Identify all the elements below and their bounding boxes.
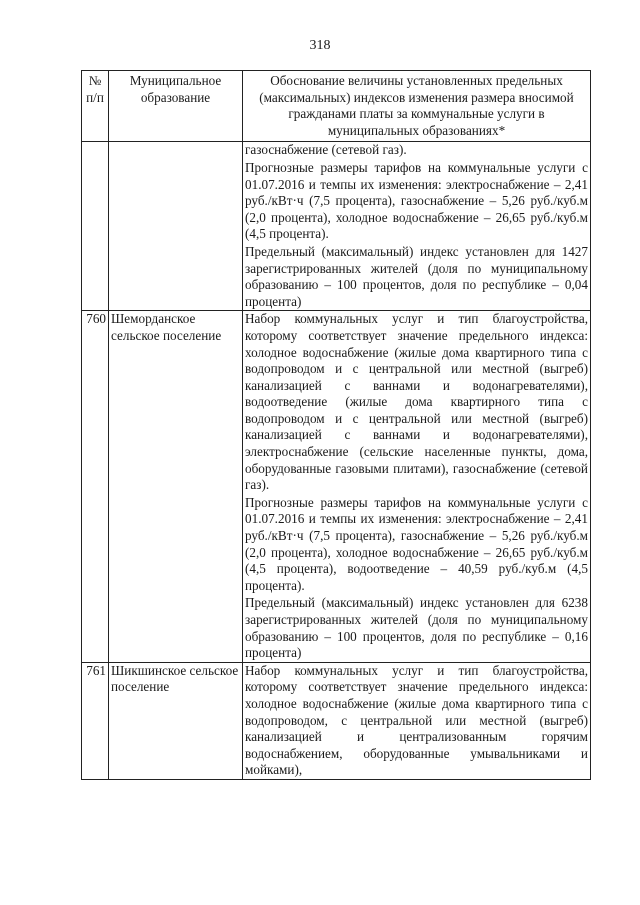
page-number: 318 [309, 38, 331, 53]
row-number: 761 [82, 662, 109, 779]
row-number [82, 142, 109, 311]
tariff-index-table [81, 70, 591, 780]
table-row [82, 662, 591, 779]
header-municipality: Муниципальное образование [109, 71, 243, 142]
justification-paragraph: Прогнозные размеры тарифов на коммунальные услуги с 01.07.2016 и темпы их изменения: электроснабжение – 2,41 руб./кВт·ч (7,5 процента), газоснабжение – 5,26 руб./куб.м (2,0 процента), холодное водоснабжение – 26,65 руб./куб.м (4,5 процента). [245, 159, 588, 242]
header-justification: Обоснование величины установленных предельных (максимальных) индексов изменения размера вносимой гражданами платы за коммунальные услуги в муниципальных образованиях* [243, 71, 591, 142]
justification-paragraph: Набор коммунальных услуг и тип благоустройства, которому соответствует значение предельного индекса: холодное водоснабжение (жилые дома квартирного типа с водопроводом и с центральной или местной (выгреб) канализацией с ваннами и водонагревателями), водоотведение (жилые дома квартирного типа с водопроводом и с центральной или местной (выгреб) канализацией с ваннами и водонагревателями), электроснабжение (сельские населенные пункты, дома, оборудованные газовыми плитами), газоснабжение (сетевой газ). [245, 311, 588, 493]
table-header-row [82, 71, 591, 142]
row-municipality: Шеморданское сельское поселение [109, 311, 243, 662]
row-justification [243, 311, 591, 662]
row-justification [243, 142, 591, 311]
justification-paragraph: Прогнозные размеры тарифов на коммунальные услуги с 01.07.2016 и темпы их изменения: электроснабжение – 2,41 руб./кВт·ч (7,5 процента), газоснабжение – 5,26 руб./куб.м (2,0 процента), холодное водоснабжение – 26,65 руб./куб.м (4,5 процента), водоотведение – 40,59 руб./куб.м (4,5 процента). [245, 494, 588, 593]
row-number: 760 [82, 311, 109, 662]
justification-paragraph: Предельный (максимальный) индекс установлен для 1427 зарегистрированных жителей (доля по муниципальному образованию – 100 процентов, доля по республике – 0,04 процента) [245, 243, 588, 309]
header-num: № п/п [82, 71, 109, 142]
justification-paragraph: газоснабжение (сетевой газ). [245, 142, 407, 158]
row-justification [243, 662, 591, 779]
table-row [82, 311, 591, 662]
justification-paragraph: Набор коммунальных услуг и тип благоустройства, которому соответствует значение предельного индекса: холодное водоснабжение (жилые дома квартирного типа с водопроводом, с центральной или местной (выгреб) канализацией и централизованным горячим водоснабжением, оборудованные умывальниками и мойками), [245, 662, 588, 778]
row-municipality [109, 142, 243, 311]
table-row [82, 142, 591, 311]
row-municipality: Шикшинское сельское поселение [109, 662, 243, 779]
justification-paragraph: Предельный (максимальный) индекс установлен для 6238 зарегистрированных жителей (доля по муниципальному образованию – 100 процентов, доля по республике – 0,16 процента) [245, 595, 588, 661]
